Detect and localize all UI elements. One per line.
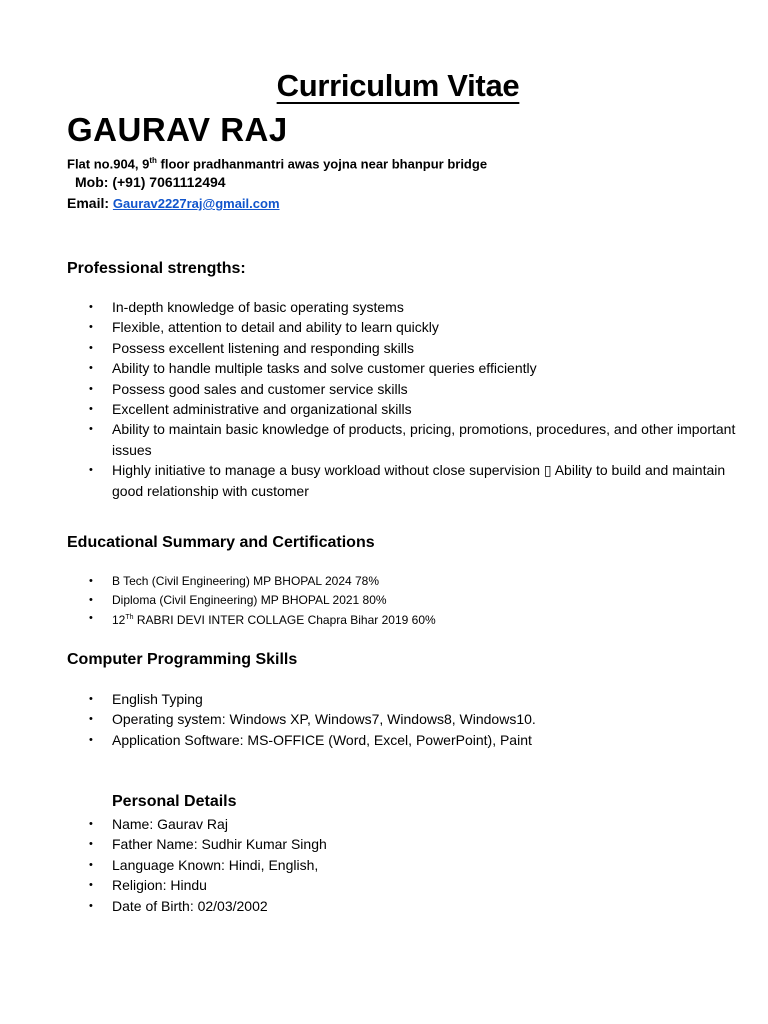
bullet-icon: •	[89, 403, 93, 416]
list-item-superscript: Th	[125, 614, 134, 621]
computer-heading: Computer Programming Skills	[67, 651, 298, 668]
bullet-icon: •	[89, 362, 93, 375]
list-item-text: Excellent administrative and organizational skills	[112, 401, 412, 418]
document-title	[0, 68, 768, 104]
list-item-text: B Tech (Civil Engineering) MP BHOPAL 2024 78%	[112, 574, 380, 588]
address-prefix: Flat no.904, 9	[67, 156, 150, 172]
education-heading: Educational Summary and Certifications	[67, 534, 375, 551]
list-item-text: Ability to maintain basic knowledge of products, pricing, promotions, procedures, and other important issues	[112, 421, 736, 458]
personal-heading: Personal Details	[112, 793, 237, 810]
bullet-icon: •	[89, 879, 93, 892]
bullet-icon: •	[89, 899, 93, 912]
list-item-text: Possess good sales and customer service skills	[112, 380, 408, 397]
list-item-text: Flexible, attention to detail and ability to learn quickly	[112, 319, 439, 336]
email-line	[67, 195, 280, 211]
list-item	[67, 317, 747, 337]
bullet-icon: •	[89, 341, 93, 354]
list-item-text: English Typing	[112, 691, 203, 707]
list-item	[67, 338, 747, 358]
bullet-icon: •	[89, 423, 93, 436]
bullet-icon: •	[89, 321, 93, 334]
bullet-icon: •	[89, 858, 93, 871]
list-item	[67, 896, 747, 916]
list-item	[67, 609, 747, 630]
list-item	[67, 419, 747, 460]
address-line	[67, 156, 487, 171]
bullet-icon: •	[89, 612, 93, 624]
strengths-list	[67, 297, 747, 501]
list-item-text: In-depth knowledge of basic operating systems	[112, 299, 404, 315]
list-item	[67, 689, 747, 709]
list-item-text: Possess excellent listening and responding skills	[112, 339, 414, 356]
bullet-icon: •	[89, 838, 93, 851]
list-item	[67, 709, 747, 729]
list-item	[67, 399, 747, 419]
list-item	[67, 591, 747, 610]
list-item-text: Language Known: Hindi, English,	[112, 856, 319, 873]
list-item-text: Highly initiative to manage a busy workload without close supervision ▯ Ability to build and maintain good relationship with customer	[112, 462, 726, 499]
bullet-icon: •	[89, 464, 93, 477]
strengths-heading: Professional strengths:	[67, 260, 246, 277]
list-item-text: Diploma (Civil Engineering) MP BHOPAL 2021 80%	[112, 592, 387, 607]
email-label: Email:	[67, 195, 113, 211]
bullet-icon: •	[89, 818, 93, 830]
list-item-text-prefix: 12	[112, 613, 126, 627]
computer-skills-list	[67, 689, 747, 750]
list-item-text: Operating system: Windows XP, Windows7, Windows8, Windows10.	[112, 711, 536, 728]
bullet-icon: •	[89, 693, 93, 705]
list-item	[67, 875, 747, 895]
mobile-line: Mob: (+91) 7061112494	[75, 174, 226, 190]
bullet-icon: •	[89, 301, 93, 313]
address-superscript: th	[149, 156, 157, 165]
email-link[interactable]: Gaurav2227raj@gmail.com	[112, 196, 280, 211]
address-suffix: floor pradhanmantri awas yojna near bhanpur bridge	[156, 156, 488, 172]
list-item	[67, 572, 747, 591]
candidate-name: GAURAV RAJ	[67, 111, 288, 148]
education-list	[67, 572, 747, 630]
list-item-text: Father Name: Sudhir Kumar Singh	[112, 836, 327, 853]
list-item-text: Application Software: MS-OFFICE (Word, Excel, PowerPoint), Paint	[112, 731, 532, 748]
list-item-text: Religion: Hindu	[112, 877, 207, 894]
bullet-icon: •	[89, 733, 93, 746]
bullet-icon: •	[89, 713, 93, 726]
list-item	[67, 358, 747, 378]
bullet-icon: •	[89, 382, 93, 395]
list-item	[67, 379, 747, 399]
list-item-text: Name: Gaurav Raj	[112, 816, 228, 832]
bullet-icon: •	[89, 575, 93, 587]
list-item	[67, 460, 747, 501]
bullet-icon: •	[89, 593, 93, 606]
list-item	[67, 855, 747, 875]
list-item	[67, 834, 747, 854]
list-item	[67, 730, 747, 750]
list-item	[67, 814, 747, 834]
list-item-text: Ability to handle multiple tasks and solve customer queries efficiently	[112, 360, 537, 377]
list-item-text-suffix: RABRI DEVI INTER COLLAGE Chapra Bihar 2019 60%	[133, 613, 436, 627]
document-title-text: Curriculum Vitae	[276, 68, 520, 103]
list-item	[67, 297, 747, 317]
personal-details-list	[67, 814, 747, 916]
list-item-text: Date of Birth: 02/03/2002	[112, 897, 268, 914]
